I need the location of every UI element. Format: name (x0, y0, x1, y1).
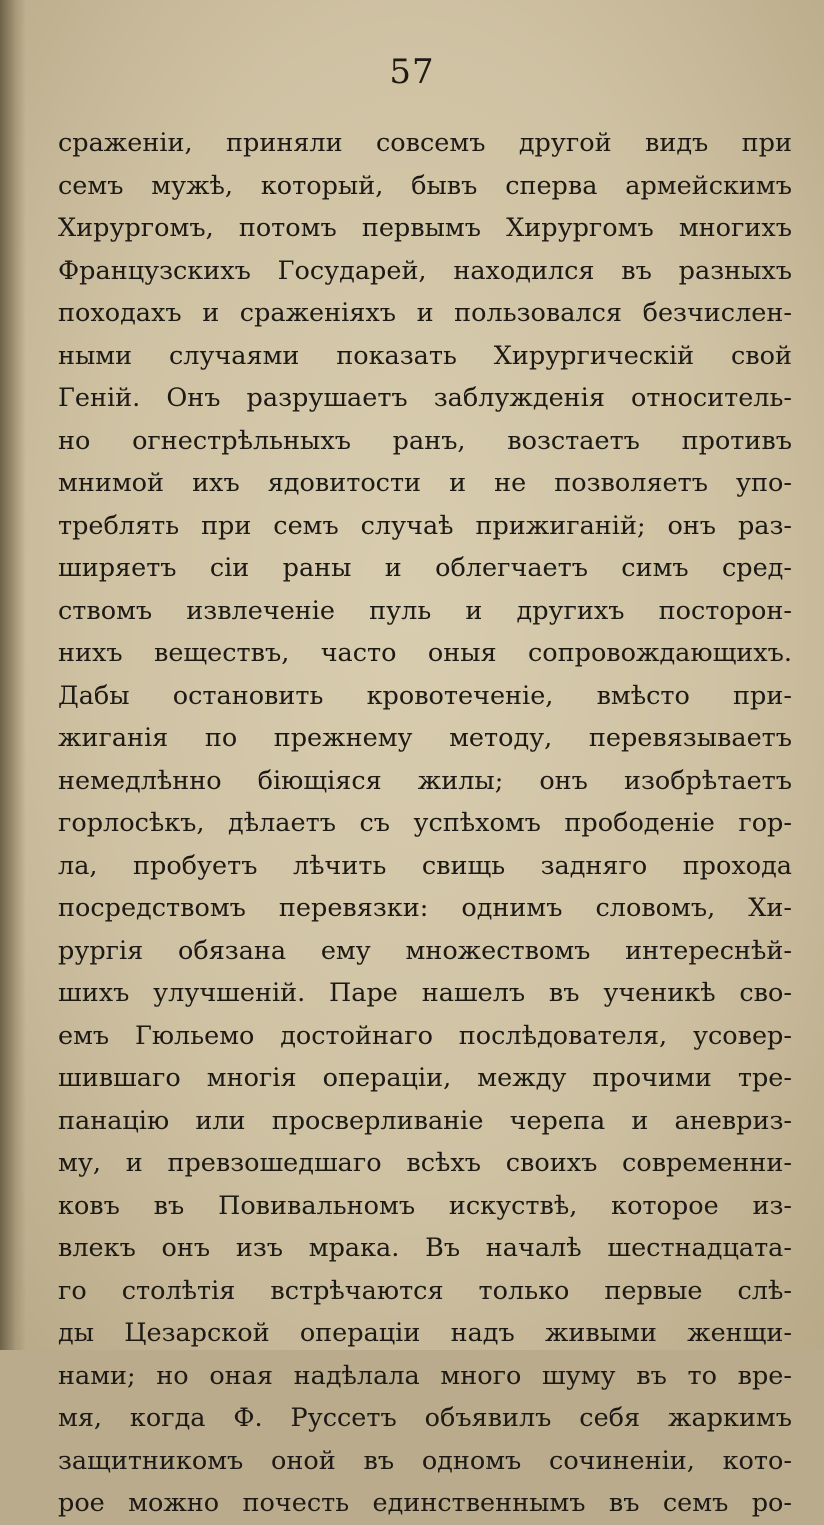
text-line: нихъ веществъ, часто оныя сопровождающихъ. (58, 638, 792, 668)
text-line: сраженіи, приняли совсемъ другой видъ при (58, 128, 792, 158)
body-text (58, 122, 792, 1525)
text-line: панацію или просверливаніе черепа и аневриз- (58, 1105, 792, 1136)
text-line: му, и превзошедшаго всѣхъ своихъ современни- (58, 1148, 792, 1178)
text-line: рое можно почесть единственнымъ въ семъ ро- (58, 1488, 792, 1518)
text-line: семъ мужѣ, который, бывъ сперва армейскимъ (58, 170, 792, 201)
page-number: 57 (389, 52, 435, 92)
text-line: походахъ и сраженіяхъ и пользовался безчислен- (58, 298, 792, 328)
text-line: шихъ улучшеній. Паре нашелъ въ ученикѣ сво- (58, 978, 792, 1008)
text-line: немедлѣнно біющіяся жилы; онъ изобрѣтаетъ (58, 765, 792, 796)
text-line: ширяетъ сіи раны и облегчаетъ симъ сред- (58, 553, 792, 583)
text-line: ды Цезарской операціи надъ живыми женщи- (58, 1318, 792, 1348)
text-line: нами; но оная надѣлала много шуму въ то вре- (58, 1360, 792, 1391)
text-line: го столѣтія встрѣчаются только первые слѣ- (58, 1275, 792, 1306)
text-line: рургія обязана ему множествомъ интереснѣй- (58, 935, 792, 966)
text-line: шившаго многія операціи, между прочими тре- (58, 1063, 792, 1093)
text-line: ными случаями показать Хирургическій свой (58, 340, 792, 371)
text-line: Хирургомъ, потомъ первымъ Хирургомъ многихъ (58, 213, 792, 243)
text-line: горлосѣкъ, дѣлаетъ съ успѣхомъ прободеніе гор- (58, 808, 792, 838)
text-line: мя, когда Ф. Руссетъ объявилъ себя жаркимъ (58, 1403, 792, 1433)
text-line: ла, пробуетъ лѣчить свищь задняго прохода (58, 850, 792, 881)
text-line: треблять при семъ случаѣ прижиганій; онъ раз- (58, 510, 792, 541)
text-line: мнимой ихъ ядовитости и не позволяетъ упо- (58, 468, 792, 498)
text-line: ковъ въ Повивальномъ искуствѣ, которое из- (58, 1190, 792, 1221)
text-line: Дабы остановить кровотеченіе, вмѣсто при- (58, 680, 792, 711)
text-line: но огнестрѣльныхъ ранъ, возстаетъ противъ (58, 425, 792, 456)
text-line: защитникомъ оной въ одномъ сочиненіи, кото- (58, 1445, 792, 1476)
text-line: емъ Гюльемо достойнаго послѣдователя, усовер- (58, 1020, 792, 1051)
text-line: жиганія по прежнему методу, перевязываетъ (58, 723, 792, 753)
text-line: посредствомъ перевязки: однимъ словомъ, Хи- (58, 893, 792, 923)
text-line: ствомъ извлеченіе пуль и другихъ посторон- (58, 595, 792, 626)
text-line: влекъ онъ изъ мрака. Въ началѣ шестнадцата- (58, 1233, 792, 1263)
text-line: Геній. Онъ разрушаетъ заблужденія относитель- (58, 383, 792, 413)
text-line: Французскихъ Государей, находился въ разныхъ (58, 255, 792, 286)
